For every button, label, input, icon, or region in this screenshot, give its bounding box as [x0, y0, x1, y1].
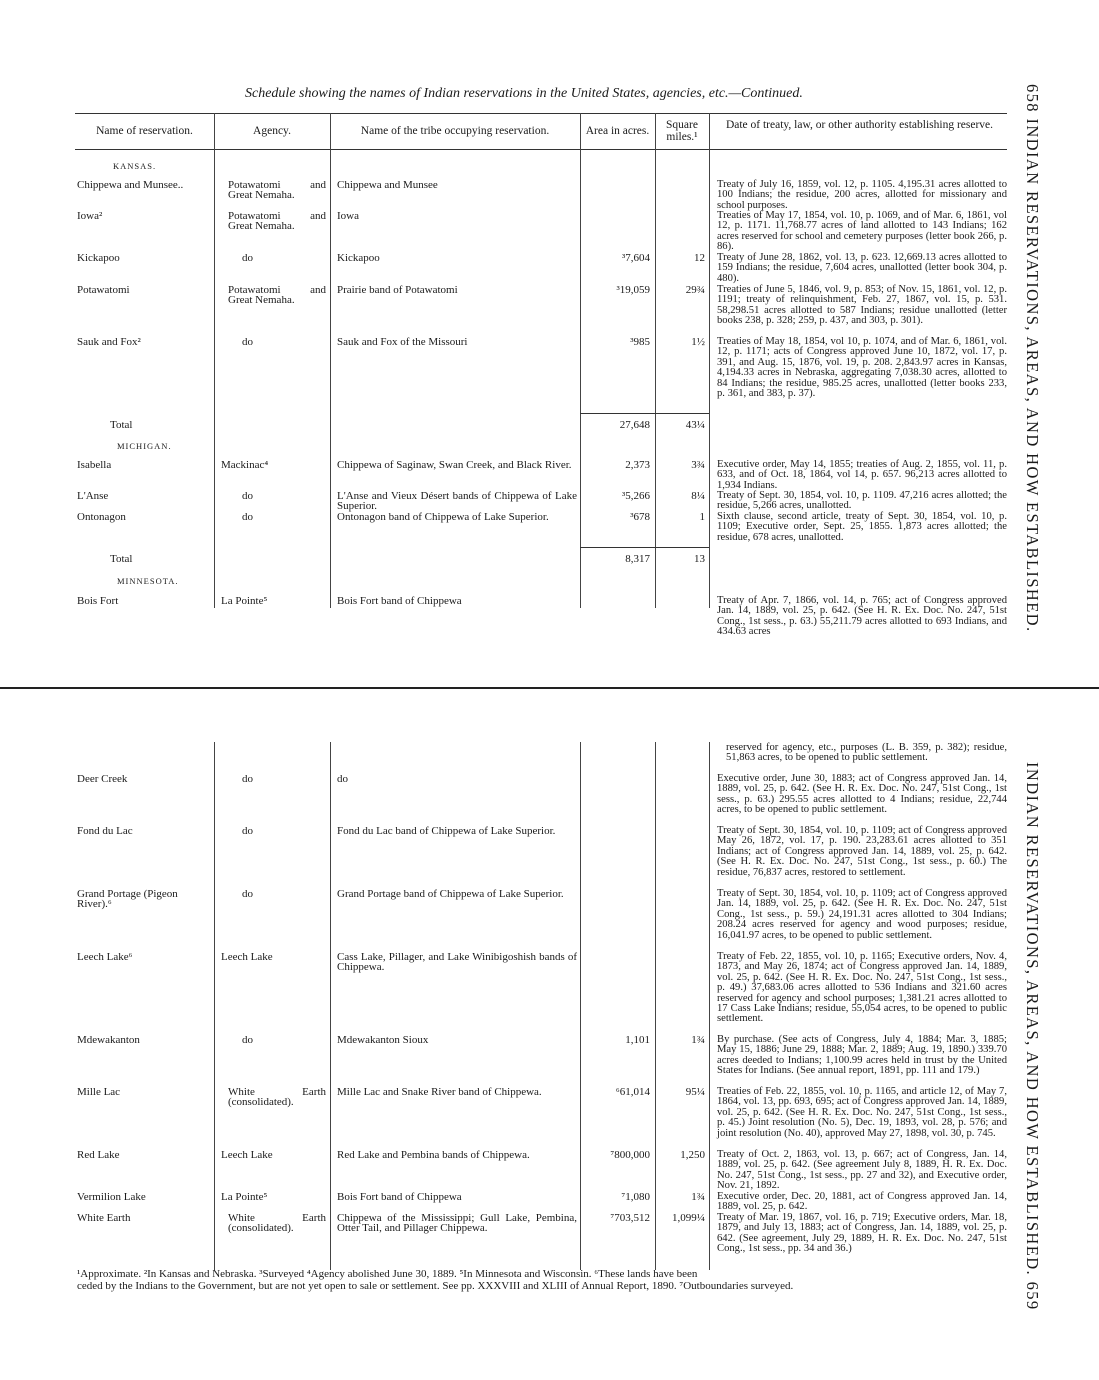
total-area-acres: 27,648	[619, 419, 650, 431]
reservation-name: Kickapoo	[77, 252, 120, 264]
column-divider	[214, 113, 215, 608]
authority-text: Treaty of Sept. 30, 1854, vol. 10, p. 1109; act of Congress approved Jan. 14, 1889, vol. 25, p. 642. (See H. R. Ex. Doc. No. 247, 51st Cong., 1st sess., p. 59.) 24,191.31 acres allotted to 304 Indians; 208.24 acres reserved for agency and wood purposes; residue, 16,041.97 acres, to be opened to public settlement.	[717, 888, 1007, 941]
area-acres: ³5,266	[621, 490, 650, 502]
square-miles: 1¾	[691, 1191, 705, 1203]
section-heading-minnesota: MINNESOTA.	[117, 576, 179, 586]
reservation-name: Ontonagon	[77, 511, 126, 523]
tribe-name: Bois Fort band of Chippewa	[337, 595, 462, 607]
column-header-authority: Date of treaty, law, or other authority establishing reserve.	[725, 119, 994, 131]
agency-name: La Pointe⁵	[221, 1191, 268, 1203]
tribe-name: Chippewa and Munsee	[337, 179, 438, 191]
agency-name: do	[242, 336, 253, 348]
authority-text: Treaty of Sept. 30, 1854, vol. 10, p. 1109. 47,216 acres allotted; the residue, 5,266 acres, unallotted.	[717, 490, 1007, 512]
tribe-name: Grand Portage band of Chippewa of Lake Superior.	[337, 888, 564, 900]
authority-text: Executive order, May 14, 1855; treaties of Aug. 2, 1855, vol. 11, p. 633, and of Oct. 18, 1864, vol 14, p. 657. 96,213 acres allotted to 1,934 Indians.	[717, 459, 1007, 491]
total-square-miles: 13	[694, 553, 705, 565]
tribe-name: do	[337, 773, 348, 785]
square-miles: 1¾	[691, 1034, 705, 1046]
column-header-tribe: Name of the tribe occupying reservation.	[360, 125, 550, 137]
tribe-name: Iowa	[337, 210, 359, 222]
agency-name: do	[242, 490, 253, 502]
area-acres: 1,101	[625, 1034, 650, 1046]
square-miles: 29¾	[685, 284, 705, 296]
authority-text: Treaties of May 18, 1854, vol 10, p. 1074, and of Mar. 6, 1861, vol. 12, p. 1171; acts of Congress approved June 10, 1872, vol. 17, p. 391, and Aug. 15, 1876, vol. 19, p. 208. 2,843.97 acres in Kansas, 4,194.33 acres in Nebraska, aggregating 7,038.30 acres, allotted to 84 Indians; the residue, 985.25 acres, unallotted (letter books 233, p. 361, and 383, p. 37).	[717, 336, 1007, 400]
agency-name: Leech Lake	[221, 951, 273, 963]
tribe-name: Red Lake and Pembina bands of Chippewa.	[337, 1149, 530, 1161]
column-header-square-miles: Square miles.¹	[666, 119, 698, 143]
column-divider	[655, 742, 656, 1270]
tribe-name: Chippewa of the Mississippi; Gull Lake, Pembina, Otter Tail, and Pillager Chippewa.	[337, 1212, 577, 1235]
column-divider	[580, 113, 581, 608]
area-acres: ⁷800,000	[610, 1149, 650, 1161]
reservation-name: Mdewakanton	[77, 1034, 140, 1046]
tribe-name: Chippewa of Saginaw, Swan Creek, and Black River.	[337, 459, 572, 471]
square-miles: 95¼	[685, 1086, 705, 1098]
column-divider	[330, 113, 331, 608]
agency-name: Leech Lake	[221, 1149, 273, 1161]
authority-text: By purchase. (See acts of Congress, July 4, 1884; Mar. 3, 1885; May 15, 1886; June 29, 1888; Mar. 2, 1889; Aug. 19, 1890.) 339.70 acres deeded to Indians; 1,100.99 acres held in trust by the United States for Indians. (See annual report, 1891, pp. 111 and 179.)	[717, 1034, 1007, 1077]
authority-text: Treaties of Feb. 22, 1855, vol. 10, p. 1165, and article 12, of May 7, 1864, vol. 13, pp. 693, 695; act of Congress approved Jan. 14, 1889, vol. 25, p. 642. (See H. R. Ex. Doc. No. 247, 51st Cong., 1st sess., p. 45.) Joint resolution (No. 5), Dec. 19, 1893, vol. 28, p. 576; and joint resolution (No. 40), approved May 27, 1898, vol. 30, p. 745.	[717, 1086, 1007, 1139]
reservation-name: Sauk and Fox²	[77, 336, 141, 348]
reservation-name: L'Anse	[77, 490, 109, 502]
authority-text: Executive order, June 30, 1883; act of Congress approved Jan. 14, 1889, vol. 25, p. 642. (See H. R. Ex. Doc. No. 247, 51st Cong., 1st sess., p. 63.) 295.55 acres allotted to 4 Indians; residue, 22,744 acres, to be opened to public settlement.	[717, 773, 1007, 816]
total-square-miles: 43¼	[685, 419, 705, 431]
agency-name: do	[242, 825, 253, 837]
agency-name: Potawatomi and Great Nemaha.	[228, 210, 326, 233]
column-divider	[214, 742, 215, 1270]
area-acres: ³19,059	[616, 284, 650, 296]
column-divider	[330, 742, 331, 1270]
authority-text: Treaty of Mar. 19, 1867, vol. 16, p. 719; Executive orders, Mar. 18, 1879, and July 13, 1883; act of Congress, Jan. 14, 1889, vol. 25, p. 642. (See agreement, July 29, 1889, H. R. Ex. Doc. No. 247, 51st Cong., 1st sess., pp. 34 and 36.)	[717, 1212, 1007, 1255]
authority-text: Treaty of Apr. 7, 1866, vol. 14, p. 765; act of Congress approved Jan. 14, 1889, vol. 25, p. 642. (See H. R. Ex. Doc. No. 247, 51st Cong., 1st sess., p. 63.) 55,211.79 acres allotted to 693 Indians, and 434.63 acres	[717, 595, 1007, 638]
area-acres: ³985	[630, 336, 650, 348]
agency-name: do	[242, 773, 253, 785]
tribe-name: Bois Fort band of Chippewa	[337, 1191, 462, 1203]
tribe-name: L'Anse and Vieux Désert bands of Chippewa of Lake Superior.	[337, 490, 577, 513]
tribe-name: Mdewakanton Sioux	[337, 1034, 429, 1046]
agency-name: White Earth (consolidated).	[228, 1212, 326, 1235]
area-acres: ³678	[630, 511, 650, 523]
agency-name: Potawatomi and Great Nemaha.	[228, 179, 326, 202]
agency-name: La Pointe⁵	[221, 595, 268, 607]
reservation-name: Bois Fort	[77, 595, 119, 607]
agency-name: do	[242, 888, 253, 900]
area-acres: ⁷1,080	[621, 1191, 650, 1203]
section-heading-kansas: KANSAS.	[113, 161, 157, 171]
square-miles: 1½	[691, 336, 705, 348]
column-divider	[580, 742, 581, 1270]
authority-text: Treaty of Feb. 22, 1855, vol. 10, p. 1165; Executive orders, Nov. 4, 1873, and May 26, 1874; act of Congress approved Jan. 14, 1889, vol. 25, p. 642. (See H. R. Ex. Doc. No. 247, 51st Cong., 1st sess., p. 49.) 37,683.06 acres allotted to 536 Indians and 321.60 acres reserved for agency and school purposes; 1,381.21 acres allotted to 17 Cass Lake Indians; residue, 55,054 acres, to be opened to public settlement.	[717, 951, 1007, 1025]
authority-text: Executive order, Dec. 20, 1881, act of Congress approved Jan. 14, 1889, vol. 25, p. 642.	[717, 1191, 1007, 1213]
area-acres: ⁶61,014	[615, 1086, 650, 1098]
reservation-name: White Earth	[77, 1212, 131, 1224]
tribe-name: Prairie band of Potawatomi	[337, 284, 458, 296]
reservation-name: Red Lake	[77, 1149, 120, 1161]
total-label: Total	[110, 419, 133, 431]
reservation-name: Grand Portage (Pigeon River).⁶	[77, 888, 178, 911]
reservation-name: Fond du Lac	[77, 825, 133, 837]
reservation-name: Leech Lake⁶	[77, 951, 133, 963]
authority-text: Treaties of May 17, 1854, vol. 10, p. 1069, and of Mar. 6, 1861, vol 12, p. 1171. 11,768.77 acres of land allotted to 143 Indians; 162 acres reserved for school and cemetery purposes (letter book 266, p. 86).	[717, 210, 1007, 253]
reservation-name: Isabella	[77, 459, 112, 471]
page-title: Schedule showing the names of Indian reservations in the United States, agencies, etc.—Continued.	[245, 86, 803, 101]
page-separator	[0, 687, 1099, 689]
total-label: Total	[110, 553, 133, 565]
area-acres: ⁷703,512	[610, 1212, 650, 1224]
total-rule	[580, 413, 709, 414]
authority-text: Treaties of June 5, 1846, vol. 9, p. 853; of Nov. 15, 1861, vol. 12, p. 1191; treaty of relinquishment, Feb. 27, 1867, vol. 15, p. 531. 58,298.51 acres allotted to 587 Indians; residue unallotted (letter books 238, p. 328; 259, p. 437, and 303, p. 301).	[717, 284, 1007, 327]
authority-text: Treaty of Oct. 2, 1863, vol. 13, p. 667; act of Congress, Jan. 14, 1889, vol. 25, p. 642. (See agreement July 8, 1889, H. R. Ex. Doc. No. 247, 51st Cong., 1st sess., pp. 27 and 32), and Executive order, Nov. 21, 1892.	[717, 1149, 1007, 1192]
page-side-header-659: INDIAN RESERVATIONS, AREAS, AND HOW ESTABLISHED. 659	[1023, 762, 1042, 1311]
square-miles: 12	[694, 252, 705, 264]
agency-name: Potawatomi and Great Nemaha.	[228, 284, 326, 307]
authority-continued-text: reserved for agency, etc., purposes (L. B. 359, p. 382); residue, 51,863 acres, to be opened to public settlement.	[726, 742, 1007, 764]
column-header-agency: Agency.	[253, 125, 291, 137]
total-area-acres: 8,317	[625, 553, 650, 565]
total-rule	[580, 547, 709, 548]
tribe-name: Cass Lake, Pillager, and Lake Winibigoshish bands of Chippewa.	[337, 951, 577, 974]
footnote-line-2: ceded by the Indians to the Government, but are not yet open to sale or settlement. See pp. XXXVIII and XLIII of Annual Report, 1890. ⁷Outboundaries surveyed.	[77, 1280, 794, 1292]
square-miles: 8¼	[691, 490, 705, 502]
footnote-line-1: ¹Approximate. ²In Kansas and Nebraska. ³Surveyed ⁴Agency abolished June 30, 1889. ⁵In Minnesota and Wisconsin. ⁶These lands have been	[77, 1268, 698, 1280]
authority-text: Treaty of Sept. 30, 1854, vol. 10, p. 1109; act of Congress approved May 26, 1872, vol. 17, p. 190. 23,283.61 acres allotted to 351 Indians; act of Congress approved Jan. 14, 1889, vol. 25, p. 642. (See H. R. Ex. Doc. No. 247, 51st Cong., 1st sess., p. 60.) The residue, 76,837 acres, restored to settlement.	[717, 825, 1007, 878]
authority-text: Sixth clause, second article, treaty of Sept. 30, 1854, vol. 10, p. 1109; Executive order, Sept. 25, 1855. 1,873 acres allotted; the residue, 678 acres, unallotted.	[717, 511, 1007, 543]
square-miles: 1	[699, 511, 705, 523]
reservation-name: Mille Lac	[77, 1086, 121, 1098]
reservation-name: Potawatomi	[77, 284, 130, 296]
area-acres: ³7,604	[621, 252, 650, 264]
tribe-name: Mille Lac and Snake River band of Chippewa.	[337, 1086, 542, 1098]
column-header-reservation: Name of reservation.	[96, 125, 193, 137]
square-miles: 1,250	[680, 1149, 705, 1161]
column-divider	[655, 113, 656, 608]
agency-name: Mackinac⁴	[221, 459, 269, 471]
square-miles: 3¾	[691, 459, 705, 471]
reservation-name: Deer Creek	[77, 773, 128, 785]
page-side-header-658: 658 INDIAN RESERVATIONS, AREAS, AND HOW ESTABLISHED.	[1023, 84, 1042, 633]
reservation-name: Chippewa and Munsee..	[77, 179, 184, 191]
area-acres: 2,373	[625, 459, 650, 471]
reservation-name: Vermilion Lake	[77, 1191, 146, 1203]
section-heading-michigan: MICHIGAN.	[117, 441, 172, 451]
tribe-name: Fond du Lac band of Chippewa of Lake Superior.	[337, 825, 556, 837]
column-header-area: Area in acres.	[585, 125, 650, 137]
column-divider	[709, 113, 710, 608]
tribe-name: Sauk and Fox of the Missouri	[337, 336, 468, 348]
authority-text: Treaty of July 16, 1859, vol. 12, p. 1105. 4,195.31 acres allotted to 100 Indians; the residue, 200 acres, allotted for missionary and school purposes.	[717, 179, 1007, 211]
agency-name: do	[242, 1034, 253, 1046]
authority-text: Treaty of June 28, 1862, vol. 13, p. 623. 12,669.13 acres allotted to 159 Indians; the residue, 7,604 acres, unallotted (letter book 304, p. 480).	[717, 252, 1007, 284]
tribe-name: Ontonagon band of Chippewa of Lake Superior.	[337, 511, 549, 523]
reservation-name: Iowa²	[77, 210, 103, 222]
tribe-name: Kickapoo	[337, 252, 380, 264]
column-divider	[709, 742, 710, 1270]
agency-name: do	[242, 252, 253, 264]
square-miles: 1,099¼	[672, 1212, 705, 1224]
agency-name: White Earth (consolidated).	[228, 1086, 326, 1109]
agency-name: do	[242, 511, 253, 523]
